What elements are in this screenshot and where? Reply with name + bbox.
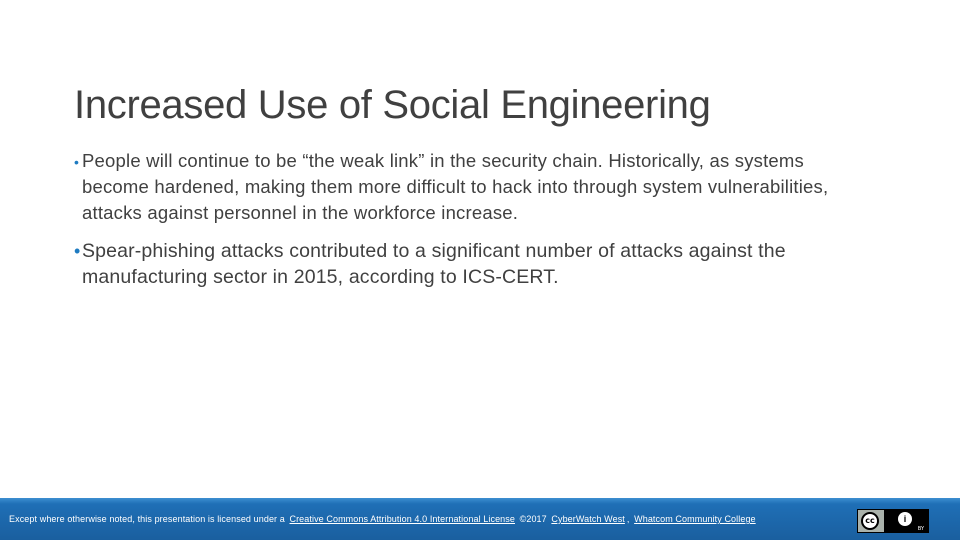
cyberwatch-west-link[interactable]: CyberWatch West — [551, 514, 625, 524]
bullet-marker: • — [74, 154, 80, 170]
whatcom-college-link[interactable]: Whatcom Community College — [634, 514, 756, 524]
slide-title: Increased Use of Social Engineering — [74, 82, 711, 127]
license-footer — [0, 498, 960, 540]
license-link[interactable]: Creative Commons Attribution 4.0 International License — [289, 514, 515, 524]
bullet-list — [74, 148, 904, 290]
bullet-marker: • — [74, 241, 81, 261]
license-prefix: Except where otherwise noted, this presentation is licensed under a — [9, 514, 285, 524]
creative-commons-icon: cc — [861, 512, 879, 530]
cc-by-badge[interactable] — [857, 509, 929, 533]
attribution-label: BY — [917, 526, 924, 532]
license-statement — [9, 514, 758, 524]
bullet-text: People will continue to be “the weak link” in the security chain. Historically, as systems become hardened, making them more difficult to hack into through system vulnerabilities, attacks against personnel in the workforce increase. — [82, 150, 829, 223]
attribution-person-icon: i — [898, 512, 912, 526]
bullet-item — [74, 148, 872, 226]
attribution-panel — [884, 510, 928, 532]
bullet-item — [74, 238, 892, 290]
footer-separator: , — [626, 514, 630, 524]
copyright-text: ©2017 — [519, 514, 547, 524]
bullet-text: Spear-phishing attacks contributed to a significant number of attacks against the manufacturing sector in 2015, according to ICS-CERT. — [82, 240, 786, 288]
